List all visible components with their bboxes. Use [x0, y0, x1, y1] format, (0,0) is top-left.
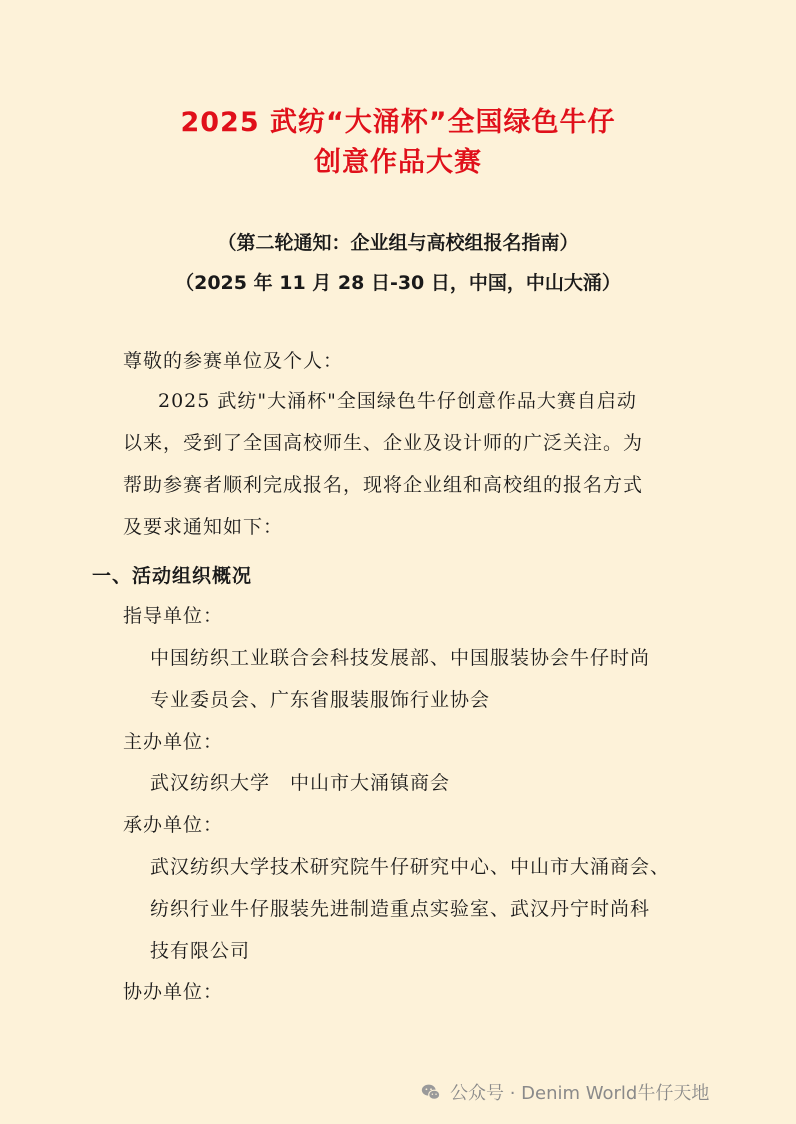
salutation: 尊敬的参赛单位及个人： [123, 350, 344, 372]
guide-line-2: 专业委员会、广东省服装服饰行业协会 [150, 689, 491, 711]
organizer-line-3: 技有限公司 [150, 940, 251, 962]
title-line-2: 创意作品大赛 [314, 147, 482, 178]
organizer-line-1: 武汉纺织大学技术研究院牛仔研究中心、中山市大涌商会、 [150, 856, 671, 878]
subtitle-notice: （第二轮通知：企业组与高校组报名指南） [217, 232, 579, 254]
watermark-text: 公众号 · Denim World牛仔天地 [450, 1083, 710, 1104]
intro-line-2: 以来，受到了全国高校师生、企业及设计师的广泛关注。为 [123, 432, 644, 454]
subtitle-date-location: （2025 年 11 月 28 日-30 日，中国，中山大涌） [175, 272, 621, 294]
host-line: 武汉纺织大学 中山市大涌镇商会 [150, 772, 451, 794]
intro-line-4: 及要求通知如下： [123, 516, 284, 538]
guide-line-1: 中国纺织工业联合会科技发展部、中国服装协会牛仔时尚 [150, 647, 651, 669]
guide-label: 指导单位： [123, 605, 224, 627]
section-heading-1: 一、活动组织概况 [92, 565, 253, 587]
wechat-icon [420, 1081, 442, 1103]
host-label: 主办单位： [123, 731, 224, 753]
title-line-1: 2025 武纺“大涌杯”全国绿色牛仔 [180, 107, 616, 138]
organizer-label: 承办单位： [123, 814, 224, 836]
intro-line-3: 帮助参赛者顺利完成报名，现将企业组和高校组的报名方式 [123, 474, 644, 496]
intro-line-1: 2025 武纺"大涌杯"全国绿色牛仔创意作品大赛自启动 [158, 390, 637, 412]
organizer-line-2: 纺织行业牛仔服装先进制造重点实验室、武汉丹宁时尚科 [150, 898, 651, 920]
co-organizer-label: 协办单位： [123, 981, 224, 1003]
wechat-watermark [420, 1079, 709, 1105]
